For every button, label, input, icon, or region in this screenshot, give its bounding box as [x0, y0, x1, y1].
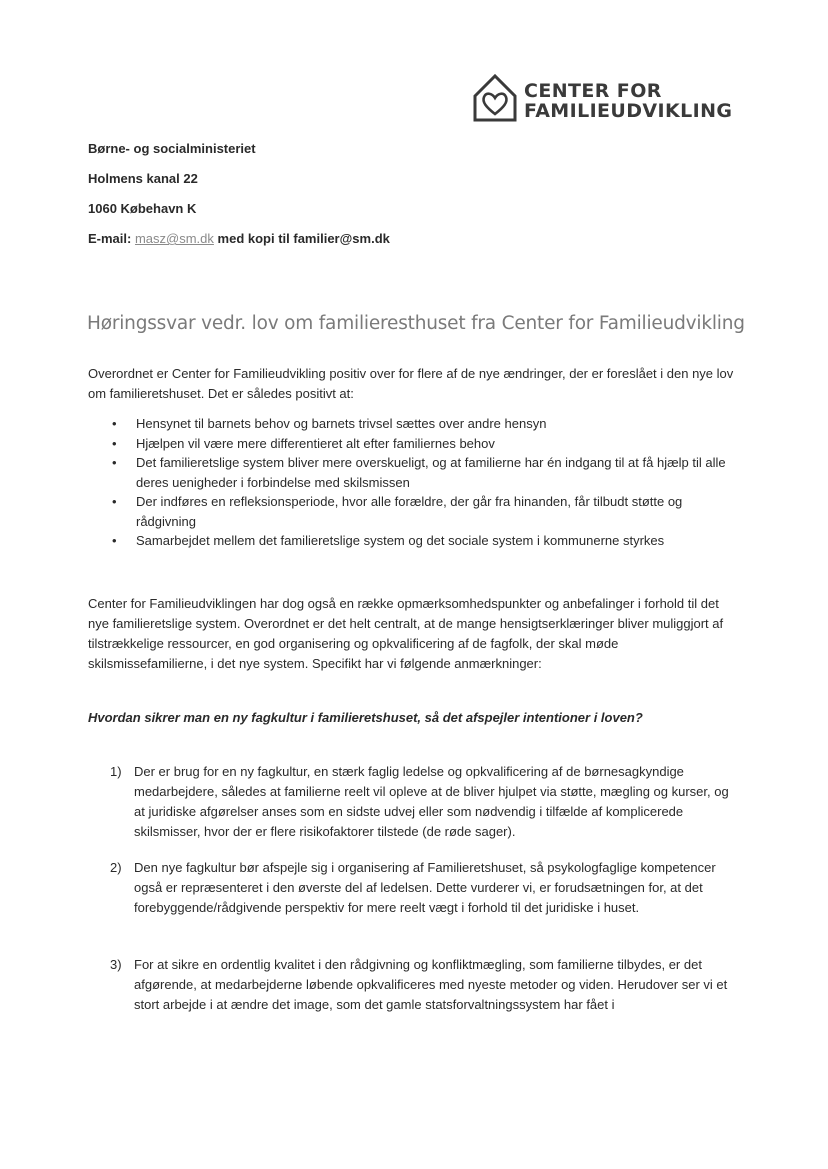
logo-text [524, 81, 732, 121]
recipient-name: Børne- og socialministeriet [88, 141, 256, 156]
bullet-symbol: • [112, 435, 117, 451]
recipient-street: Holmens kanal 22 [88, 171, 198, 186]
recipient-city: 1060 Købehavn K [88, 201, 197, 216]
section-heading: Hvordan sikrer man en ny fagkultur i familieretshuset, så det afspejler intentioner i loven? [88, 710, 643, 725]
email-label: E-mail: [88, 231, 132, 246]
positive-points-list [110, 414, 740, 551]
list-item: • Det familieretslige system bliver mere overskueligt, og at familierne har én indgang til at få hjælp til alle deres uenigheder i forbindelse med skilsmissen [112, 455, 726, 490]
email-link[interactable]: masz@sm.dk [134, 231, 214, 246]
item-number: 3) [110, 957, 122, 972]
numbered-item [110, 762, 735, 842]
concerns-paragraph: Center for Familieudviklingen har dog også en række opmærksomhedspunkter og anbefalinger i forhold til det nye familieretslige system. Overordnet er det helt centralt, at de mange hensigtserklæringer bliver muliggjort af tilstrækkelige ressourcer, en god organisering og opkvalificering af de fagfolk, der skal møde skilsmissefamilierne, i det nye system. Specifikt har vi følgende anmærkninger: [88, 596, 724, 671]
list-item: • Samarbejdet mellem det familieretslige system og det sociale system i kommunerne styrkes [110, 531, 740, 551]
bullet-symbol: • [112, 533, 117, 548]
list-item: • Hensynet til barnets behov og barnets trivsel sættes over andre hensyn [110, 414, 740, 434]
document-title: Høringssvar vedr. lov om familieresthuset fra Center for Familieudvikling [87, 313, 745, 334]
bullet-symbol: • [112, 494, 117, 509]
item-number: 2) [110, 860, 122, 875]
list-item: • Der indføres en refleksionsperiode, hvor alle forældre, der går fra hinanden, får tilbudt støtte og rådgivning [112, 494, 683, 529]
list-item: • Hjælpen vil være mere differentieret alt efter familiernes behov [110, 434, 740, 454]
bullet-symbol: • [112, 455, 117, 470]
logo-line-2: FAMILIEUDVIKLING [524, 100, 733, 122]
organization-logo [472, 72, 734, 126]
item-number: 1) [110, 764, 122, 779]
bullet-symbol: • [112, 416, 117, 431]
item-text: For at sikre en ordentlig kvalitet i den rådgivning og konfliktmægling, som familierne tilbydes, er det afgørende, at medarbejderne løbende opkvalificeres med nyeste metoder og viden. Herudover ser vi et stort arbejde i at ændre det image, som det gamle statsforvaltningssystem har fået i [134, 957, 728, 1012]
item-text: Der er brug for en ny fagkultur, en stærk faglig ledelse og opkvalificering af de børnesagkyndige medarbejdere, således at familierne reelt vil opleve at de bliver hjulpet via støtte, mægling og kurser, og at juridiske afgørelser anses som en sidste udvej eller som nødvendig i tilfælde af komplicerede skilsmisser, hvor der er flere risikofaktorer tilstede (de røde sager). [134, 764, 729, 839]
email-cc: med kopi til familier@sm.dk [217, 231, 390, 246]
numbered-item [110, 858, 735, 918]
intro-paragraph: Overordnet er Center for Familieudvikling positiv over for flere af de nye ændringer, der er foreslået i den nye lov om familieretshuset. Det er således positivt at: [88, 366, 734, 401]
numbered-item [110, 955, 735, 1015]
house-heart-icon [472, 72, 518, 124]
logo-line-1: CENTER FOR [524, 80, 662, 102]
item-text: Den nye fagkultur bør afspejle sig i organisering af Familieretshuset, så psykologfaglige kompetencer også er repræsenteret i den øverste del af ledelsen. Dette vurderer vi, er forudsætningen for, at det forebyggende/rådgivende perspektiv for mere reelt vægt i forhold til det juridiske i huset. [134, 860, 716, 915]
recipient-email [88, 231, 390, 246]
